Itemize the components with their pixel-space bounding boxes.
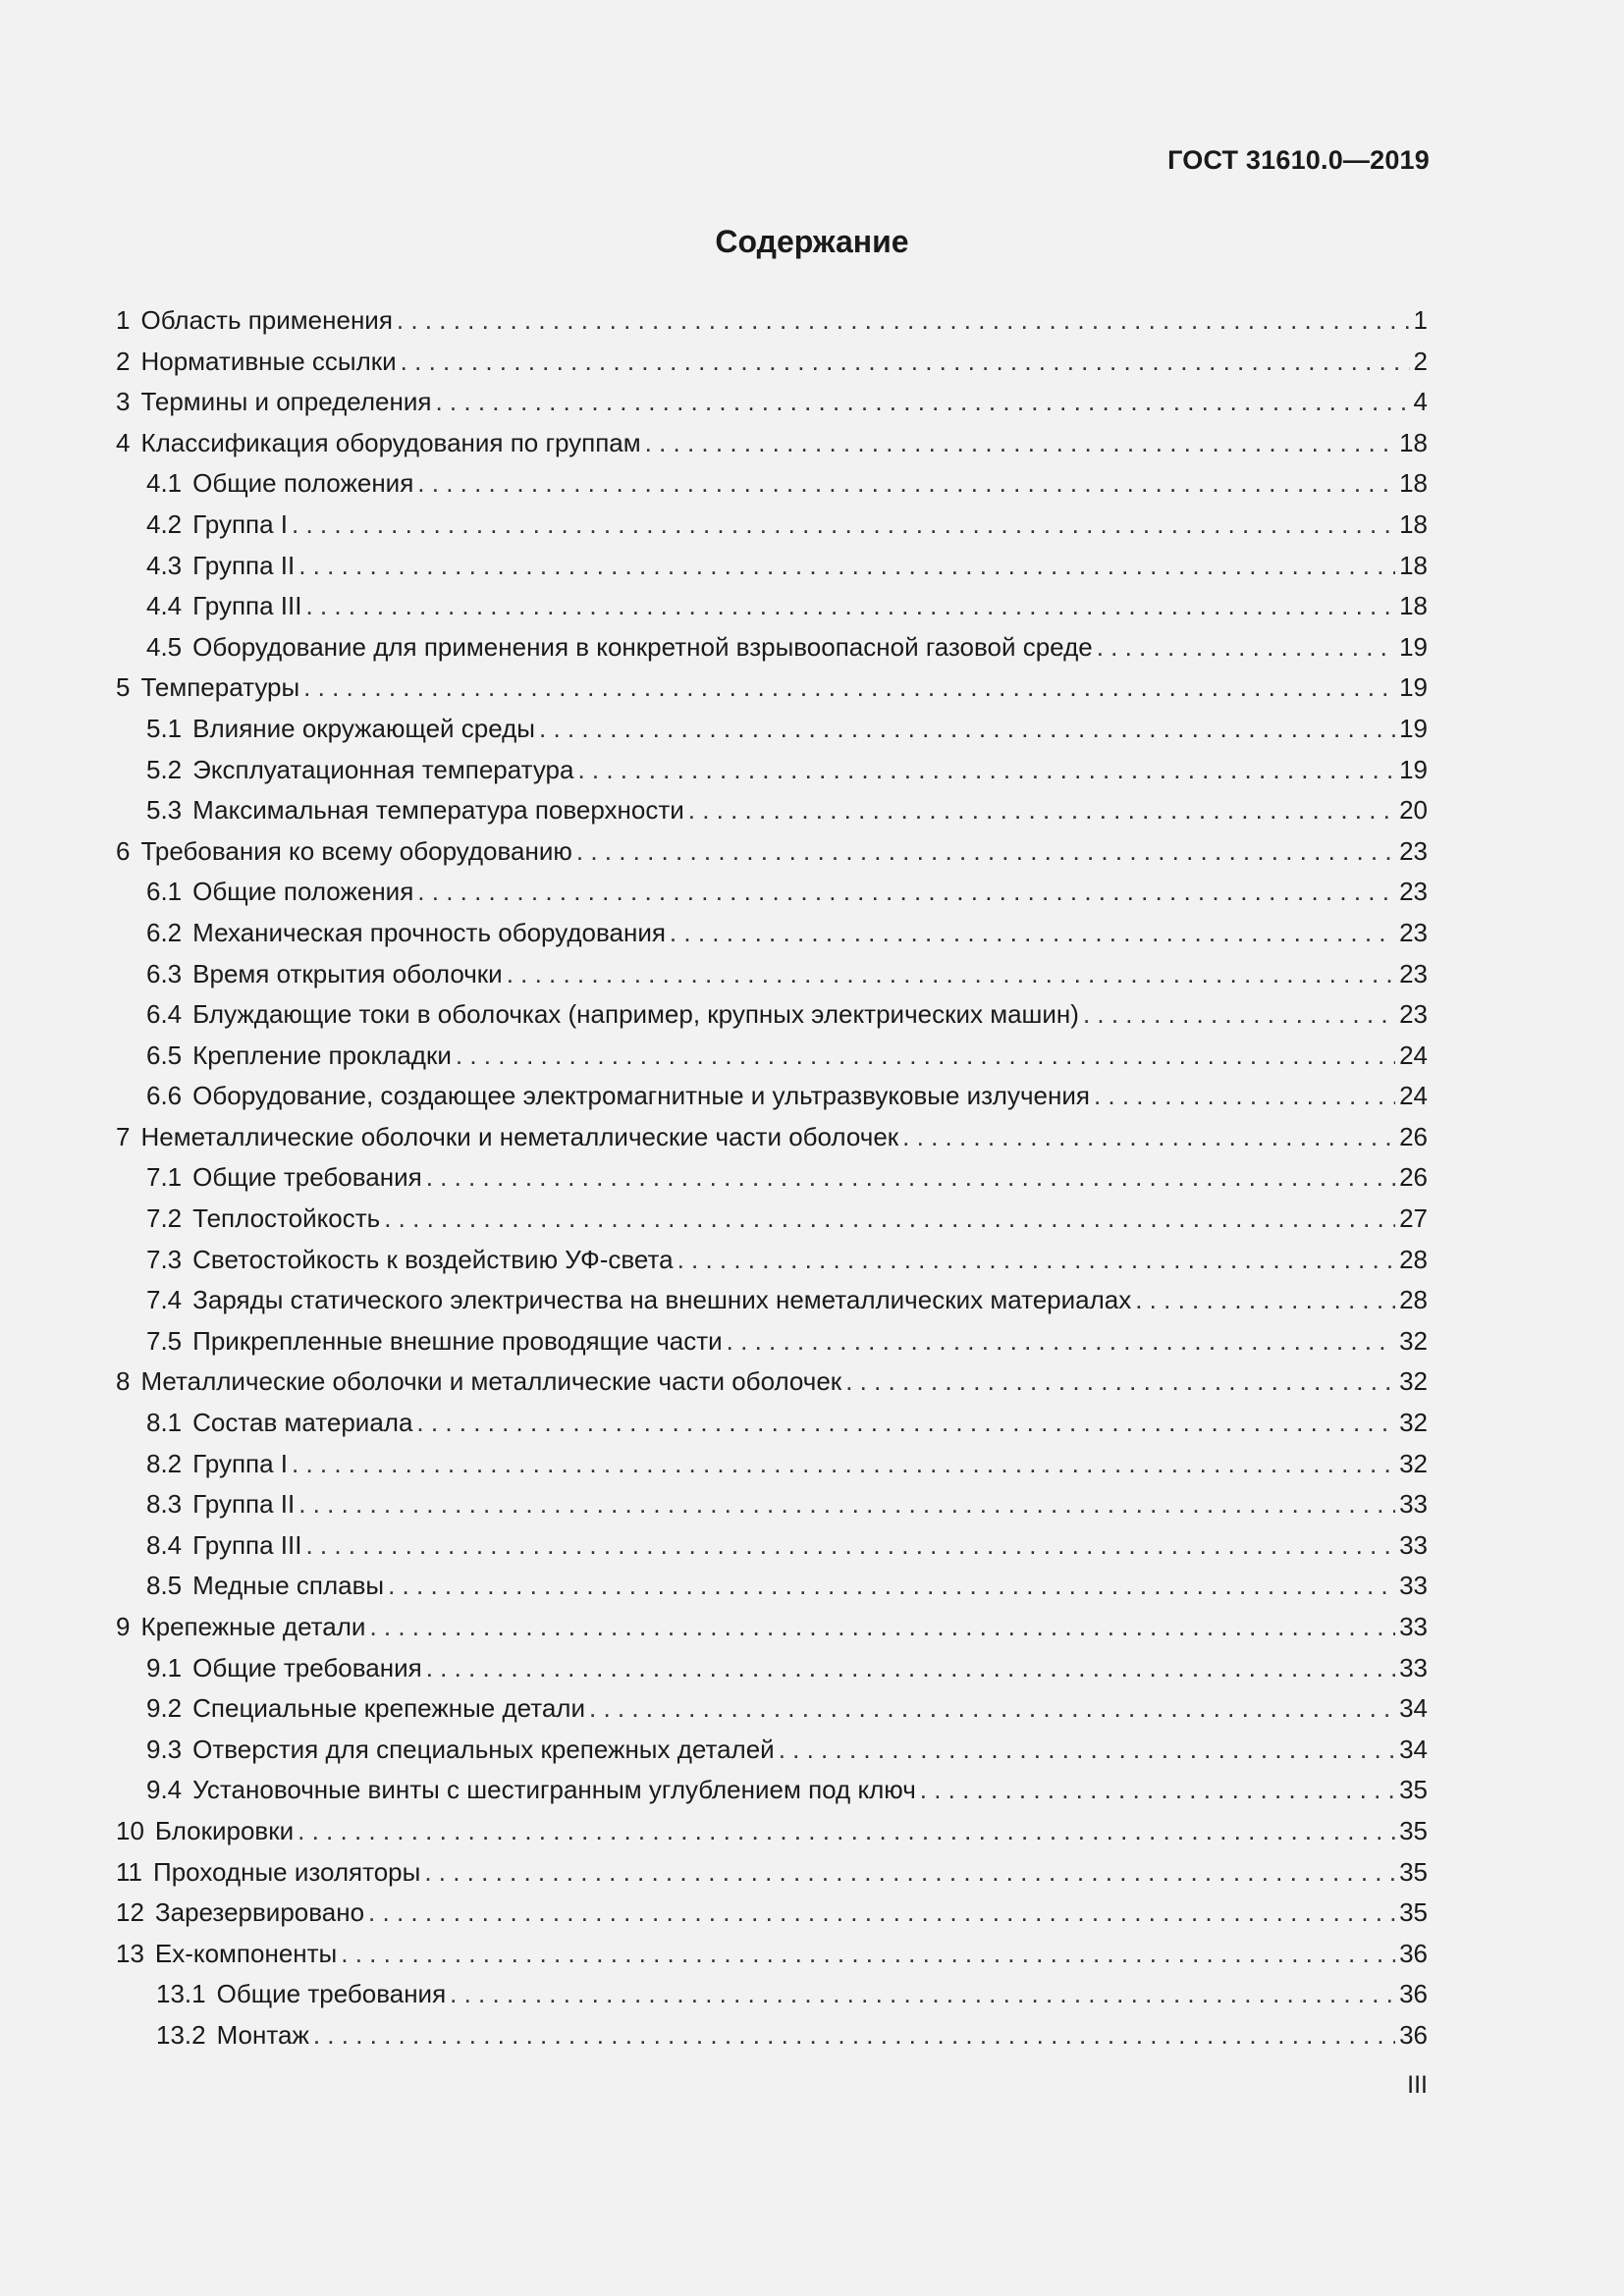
toc-entry-title: Общие требования: [192, 1162, 422, 1193]
toc-entry[interactable]: [116, 1730, 1428, 1771]
toc-entry-page: 33: [1399, 1571, 1428, 1601]
toc-leader-dots: [298, 1484, 1395, 1525]
toc-entry[interactable]: [116, 913, 1428, 954]
toc-entry-number: 7.3: [146, 1244, 183, 1274]
toc-leader-dots: [450, 1974, 1395, 2015]
toc-leader-dots: [845, 1362, 1395, 1403]
toc-entry-title: Ex-компоненты: [154, 1938, 338, 1968]
toc-entry-title: Отверстия для специальных крепежных деталей: [192, 1734, 775, 1764]
toc-entry[interactable]: [116, 1852, 1428, 1894]
toc-entry[interactable]: [116, 1648, 1428, 1689]
toc-entry-title: Механическая прочность оборудования: [192, 917, 666, 947]
toc-entry-page: 18: [1399, 427, 1428, 457]
toc-entry-title: Группа I: [192, 508, 289, 539]
toc-entry-page: 35: [1399, 1897, 1428, 1928]
toc-entry[interactable]: [116, 1607, 1428, 1648]
toc-entry-title: Общие требования: [216, 1979, 447, 2009]
toc-leader-dots: [292, 1444, 1395, 1485]
toc-entry-title: Группа II: [192, 1489, 296, 1520]
toc-leader-dots: [417, 463, 1395, 505]
toc-entry-title: Нормативные ссылки: [140, 346, 397, 376]
toc-entry-page: 28: [1399, 1244, 1428, 1274]
toc-entry-page: 34: [1399, 1734, 1428, 1764]
toc-entry-page: 32: [1399, 1325, 1428, 1356]
toc-entry-page: 36: [1399, 2019, 1428, 2050]
toc-entry-title: Блуждающие токи в оболочках (например, крупных электрических машин): [192, 999, 1079, 1030]
toc-entry-page: 26: [1399, 1121, 1428, 1151]
toc-entry-title: Время открытия оболочки: [192, 958, 503, 988]
toc-entry-page: 33: [1399, 1652, 1428, 1682]
toc-entry-page: 33: [1399, 1612, 1428, 1641]
toc-entry-title: Максимальная температура поверхности: [192, 795, 684, 826]
toc-entry-title: Прикрепленные внешние проводящие части: [192, 1325, 723, 1356]
toc-entry-number: 4.1: [146, 468, 183, 499]
toc-entry[interactable]: [116, 750, 1428, 791]
toc-entry[interactable]: [116, 994, 1428, 1036]
toc-entry[interactable]: [116, 1362, 1428, 1403]
toc-entry-page: 23: [1399, 999, 1428, 1030]
toc-leader-dots: [305, 586, 1395, 627]
toc-entry[interactable]: [116, 1036, 1428, 1077]
toc-leader-dots: [298, 546, 1395, 587]
toc-entry[interactable]: [116, 300, 1428, 342]
toc-entry-number: 5.1: [146, 713, 183, 743]
toc-entry[interactable]: [116, 954, 1428, 995]
page-number: III: [1407, 2071, 1428, 2099]
toc-entry-page: 24: [1399, 1081, 1428, 1111]
toc-entry-title: Группа I: [192, 1448, 289, 1478]
toc-entry-page: 19: [1399, 713, 1428, 743]
toc-entry-number: 8.4: [146, 1529, 183, 1560]
toc-entry[interactable]: [116, 1321, 1428, 1362]
toc-entry[interactable]: [116, 1157, 1428, 1199]
toc-entry-page: 36: [1399, 1938, 1428, 1968]
toc-entry-title: Теплостойкость: [192, 1203, 381, 1234]
toc-leader-dots: [292, 505, 1395, 546]
toc-entry[interactable]: [116, 872, 1428, 913]
toc-leader-dots: [298, 1811, 1395, 1852]
toc-leader-dots: [313, 2015, 1395, 2056]
toc-entry-page: 26: [1399, 1162, 1428, 1193]
toc-entry-page: 32: [1399, 1366, 1428, 1397]
toc-leader-dots: [305, 1525, 1395, 1567]
toc-entry-page: 32: [1399, 1448, 1428, 1478]
toc-leader-dots: [426, 1648, 1395, 1689]
toc-entry-page: 27: [1399, 1203, 1428, 1234]
toc-entry-page: 19: [1399, 631, 1428, 662]
toc-entry-title: Общие положения: [192, 877, 414, 907]
toc-entry-title: Общие положения: [192, 468, 414, 499]
toc-entry[interactable]: [116, 1280, 1428, 1321]
toc-entry-number: 10: [116, 1815, 144, 1845]
toc-entry-page: 4: [1413, 387, 1428, 417]
toc-entry[interactable]: [116, 342, 1428, 383]
toc-entry-number: 7.2: [146, 1203, 183, 1234]
toc-entry[interactable]: [116, 1484, 1428, 1525]
toc-leader-dots: [920, 1770, 1395, 1811]
toc-entry-title: Металлические оболочки и металлические части оболочек: [140, 1366, 842, 1397]
toc-leader-dots: [435, 382, 1409, 423]
toc-entry-title: Оборудование для применения в конкретной взрывоопасной газовой среде: [192, 631, 1093, 662]
toc-leader-dots: [369, 1607, 1395, 1648]
toc-entry-title: Область применения: [140, 305, 393, 335]
toc-leader-dots: [688, 790, 1395, 831]
toc-entry-title: Заряды статического электричества на внешних неметаллических материалах: [192, 1285, 1132, 1315]
toc-leader-dots: [456, 1036, 1395, 1077]
toc-entry-title: Группа II: [192, 550, 296, 580]
toc-leader-dots: [388, 1566, 1395, 1607]
toc-leader-dots: [589, 1688, 1395, 1730]
toc-leader-dots: [426, 1157, 1395, 1199]
toc-entry[interactable]: [116, 1525, 1428, 1567]
toc-entry-number: 9.2: [146, 1693, 183, 1724]
toc-entry-number: 11: [116, 1856, 142, 1887]
toc-entry-number: 9.4: [146, 1775, 183, 1805]
toc-leader-dots: [645, 423, 1395, 464]
toc-entry-title: Общие требования: [192, 1652, 422, 1682]
toc-entry[interactable]: [116, 1974, 1428, 2015]
toc-entry-number: 8.5: [146, 1571, 183, 1601]
toc-leader-dots: [779, 1730, 1395, 1771]
toc-leader-dots: [1097, 627, 1395, 668]
toc-entry-page: 35: [1399, 1856, 1428, 1887]
toc-entry-number: 4.5: [146, 631, 183, 662]
toc-entry-title: Неметаллические оболочки и неметаллические части оболочек: [140, 1121, 899, 1151]
toc-entry[interactable]: [116, 709, 1428, 750]
toc-leader-dots: [401, 342, 1410, 383]
toc-leader-dots: [368, 1893, 1395, 1934]
toc-entry-page: 35: [1399, 1775, 1428, 1805]
toc-entry-number: 6.3: [146, 958, 183, 988]
toc-entry[interactable]: [116, 667, 1428, 709]
toc-entry-title: Состав материала: [192, 1408, 413, 1438]
toc-entry[interactable]: [116, 505, 1428, 546]
toc-entry-page: 35: [1399, 1815, 1428, 1845]
toc-leader-dots: [397, 300, 1410, 342]
toc-entry-page: 33: [1399, 1489, 1428, 1520]
toc-entry-number: 4.2: [146, 508, 183, 539]
toc-leader-dots: [670, 913, 1395, 954]
toc-entry-page: 18: [1399, 550, 1428, 580]
toc-entry-number: 6.2: [146, 917, 183, 947]
toc-entry[interactable]: [116, 1566, 1428, 1607]
toc-leader-dots: [303, 667, 1395, 709]
toc-entry[interactable]: [116, 1688, 1428, 1730]
toc-entry-page: 36: [1399, 1979, 1428, 2009]
toc-entry[interactable]: [116, 382, 1428, 423]
toc-entry-number: 13.2: [156, 2019, 206, 2050]
toc-entry-page: 19: [1399, 672, 1428, 703]
toc-leader-dots: [576, 831, 1395, 873]
toc-entry-number: 8: [116, 1366, 131, 1397]
toc-entry-page: 1: [1413, 305, 1428, 335]
toc-entry-number: 8.3: [146, 1489, 183, 1520]
toc-entry-number: 4: [116, 427, 131, 457]
toc-entry-title: Группа III: [192, 591, 302, 621]
document-code: ГОСТ 31610.0—2019: [1167, 145, 1430, 175]
toc-leader-dots: [677, 1240, 1396, 1281]
toc-entry[interactable]: [116, 463, 1428, 505]
toc-entry-number: 5.3: [146, 795, 183, 826]
toc-entry-title: Зарезервировано: [154, 1897, 365, 1928]
toc-entry-number: 9.1: [146, 1652, 183, 1682]
toc-entry-title: Медные сплавы: [192, 1571, 385, 1601]
toc-entry-number: 1: [116, 305, 131, 335]
toc-entry-page: 28: [1399, 1285, 1428, 1315]
toc-entry-number: 8.1: [146, 1408, 183, 1438]
toc-entry-title: Специальные крепежные детали: [192, 1693, 585, 1724]
toc-leader-dots: [577, 750, 1395, 791]
toc-entry[interactable]: [116, 1934, 1428, 1975]
toc-entry[interactable]: [116, 1199, 1428, 1240]
toc-entry-number: 6: [116, 835, 131, 866]
toc-entry-number: 9.3: [146, 1734, 183, 1764]
toc-leader-dots: [727, 1321, 1395, 1362]
toc-entry-page: 18: [1399, 508, 1428, 539]
toc-entry-title: Температуры: [140, 672, 300, 703]
toc-entry-title: Светостойкость к воздействию УФ-света: [192, 1244, 674, 1274]
toc-leader-dots: [1094, 1076, 1395, 1117]
toc-entry-number: 9: [116, 1612, 131, 1641]
toc-entry-title: Проходные изоляторы: [153, 1856, 421, 1887]
toc-entry-title: Крепление прокладки: [192, 1040, 452, 1070]
toc-entry-title: Термины и определения: [140, 387, 432, 417]
toc-entry[interactable]: [116, 546, 1428, 587]
toc-entry-page: 20: [1399, 795, 1428, 826]
toc-leader-dots: [1083, 994, 1395, 1036]
toc-entry-page: 2: [1413, 346, 1428, 376]
toc-entry-number: 4.4: [146, 591, 183, 621]
toc-entry[interactable]: [116, 423, 1428, 464]
toc-entry-page: 24: [1399, 1040, 1428, 1070]
toc-entry-title: Установочные винты с шестигранным углублением под ключ: [192, 1775, 916, 1805]
toc-leader-dots: [539, 709, 1395, 750]
toc-entry-title: Требования ко всему оборудованию: [140, 835, 572, 866]
toc-entry[interactable]: [116, 1893, 1428, 1934]
toc-entry-title: Крепежные детали: [140, 1612, 366, 1641]
toc-entry-page: 19: [1399, 754, 1428, 784]
toc-entry-number: 13: [116, 1938, 144, 1968]
toc-entry[interactable]: [116, 790, 1428, 831]
toc-entry[interactable]: [116, 1117, 1428, 1158]
toc-entry[interactable]: [116, 1403, 1428, 1444]
toc-entry[interactable]: [116, 1076, 1428, 1117]
toc-entry[interactable]: [116, 1240, 1428, 1281]
toc-entry-number: 8.2: [146, 1448, 183, 1478]
toc-entry-title: Блокировки: [154, 1815, 295, 1845]
toc-entry-page: 34: [1399, 1693, 1428, 1724]
toc-entry-number: 7.4: [146, 1285, 183, 1315]
table-of-contents: [116, 300, 1428, 2056]
page-title: Содержание: [715, 224, 909, 259]
toc-entry-page: 18: [1399, 591, 1428, 621]
toc-entry-page: 23: [1399, 877, 1428, 907]
toc-leader-dots: [417, 872, 1395, 913]
toc-entry[interactable]: [116, 1444, 1428, 1485]
toc-entry[interactable]: [116, 831, 1428, 873]
toc-entry[interactable]: [116, 1811, 1428, 1852]
toc-leader-dots: [341, 1934, 1395, 1975]
toc-entry-title: Эксплуатационная температура: [192, 754, 574, 784]
toc-entry-number: 7.1: [146, 1162, 183, 1193]
toc-entry[interactable]: [116, 627, 1428, 668]
toc-entry[interactable]: [116, 1770, 1428, 1811]
toc-entry-number: 7: [116, 1121, 131, 1151]
toc-leader-dots: [902, 1117, 1395, 1158]
toc-leader-dots: [1135, 1280, 1395, 1321]
toc-entry-page: 23: [1399, 835, 1428, 866]
toc-entry-number: 4.3: [146, 550, 183, 580]
toc-entry-page: 23: [1399, 958, 1428, 988]
toc-leader-dots: [384, 1199, 1395, 1240]
toc-entry-number: 12: [116, 1897, 144, 1928]
toc-entry-number: 3: [116, 387, 131, 417]
toc-entry-page: 32: [1399, 1408, 1428, 1438]
toc-entry-title: Классификация оборудования по группам: [140, 427, 641, 457]
toc-entry-number: 13.1: [156, 1979, 206, 2009]
toc-leader-dots: [416, 1403, 1395, 1444]
toc-leader-dots: [424, 1852, 1395, 1894]
toc-entry-page: 23: [1399, 917, 1428, 947]
toc-entry-number: 6.5: [146, 1040, 183, 1070]
toc-entry[interactable]: [116, 2015, 1428, 2056]
toc-entry-title: Группа III: [192, 1529, 302, 1560]
toc-entry-title: Оборудование, создающее электромагнитные и ультразвуковые излучения: [192, 1081, 1090, 1111]
toc-entry-number: 5: [116, 672, 131, 703]
toc-entry-number: 7.5: [146, 1325, 183, 1356]
toc-entry-page: 18: [1399, 468, 1428, 499]
toc-entry-title: Влияние окружающей среды: [192, 713, 535, 743]
toc-entry-page: 33: [1399, 1529, 1428, 1560]
toc-entry[interactable]: [116, 586, 1428, 627]
toc-leader-dots: [507, 954, 1395, 995]
toc-entry-number: 5.2: [146, 754, 183, 784]
toc-entry-number: 6.6: [146, 1081, 183, 1111]
toc-entry-number: 6.4: [146, 999, 183, 1030]
toc-entry-number: 6.1: [146, 877, 183, 907]
toc-entry-number: 2: [116, 346, 131, 376]
toc-entry-title: Монтаж: [216, 2019, 309, 2050]
